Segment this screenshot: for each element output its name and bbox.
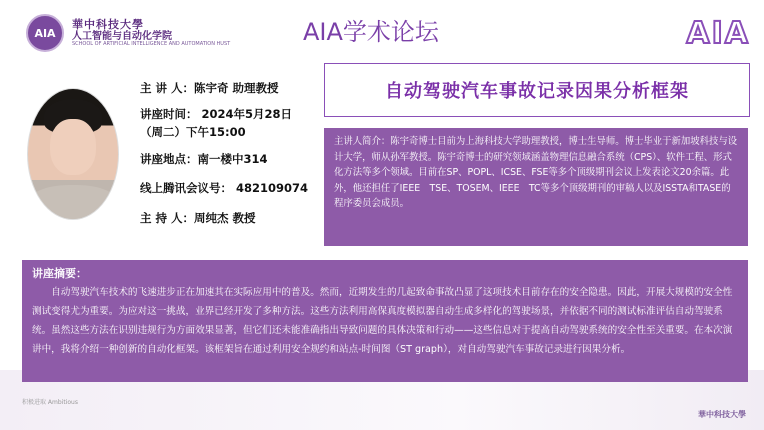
lecture-time: 讲座时间： 2024年5月28日 [140, 107, 293, 121]
college-name-en: SCHOOL OF ARTIFICIAL INTELLIGENCE AND AUTOMATION HUST [72, 40, 231, 47]
school-name: 華中科技大學 [72, 17, 144, 31]
lecture-location: 讲座地点：南一楼中314 [140, 152, 268, 166]
footer-logo: 華中科技大學 [698, 410, 746, 419]
abstract-heading: 讲座摘要： [32, 267, 87, 280]
footer-watermark: 积极进取 Ambitious [22, 399, 78, 406]
seal-icon: AIA [26, 14, 64, 52]
college-name: 人工智能与自动化学院 [72, 30, 172, 42]
abstract-box [22, 260, 748, 382]
abstract-text: 自动驾驶汽车技术的飞速进步正在加速其在实际应用中的普及。然而，近期发生的几起致命事故凸显了这项技术目前存在的安全隐患。因此，开展大规模的安全性测试变得尤为重要。为应对这一挑战，业界已经开发了多种方法。这些方法利用高保真度模拟器自动生成多样化的驾驶场景，并依据不同的测试标准评估自动驾驶系统。虽然这些方法在识别违规行为方面效果显著，但它们还未能准确指出导致问题的具体决策和行动——这些信息对于提高自动驾驶系统的安全性至关重要。在本次演讲中，我将介绍一种创新的自动化框架。该框架旨在通过利用安全规约和站点-时间图（ST graph），对自动驾驶汽车事故记录进行因果分析。 [32, 287, 733, 355]
host: 主 持 人：周纯杰 教授 [140, 211, 256, 225]
talk-title: 自动驾驶汽车事故记录因果分析框架 [385, 81, 689, 102]
aia-logo: AIA [686, 16, 750, 51]
school-logo [26, 14, 230, 52]
speaker-photo [27, 88, 119, 220]
talk-title-box [324, 63, 750, 117]
forum-title: AIA学术论坛 [303, 18, 439, 46]
meeting-id: 线上腾讯会议号： 482109074 [140, 181, 309, 195]
bio-text: 主讲人简介：陈宇奇博士目前为上海科技大学助理教授，博士生导师。博士毕业于新加坡科技与设计大学，师从孙军教授。陈宇奇博士的研究领域涵盖物理信息融合系统（CPS）、软件工程、形式化方法等多个领域。目前在SP、POPL、ICSE、FSE等多个顶级期刊会议上发表论文20余篇。此外，他还担任了IEEE TSE、TOSEM、IEEE TC等多个顶级期刊的审稿人以及ISSTA和TASE的程序委员会成员。 [334, 136, 738, 209]
speaker-bio [324, 128, 748, 246]
lecture-time-detail: （周二）下午15:00 [140, 125, 246, 139]
speaker-name: 主 讲 人：陈宇奇 助理教授 [140, 81, 279, 95]
